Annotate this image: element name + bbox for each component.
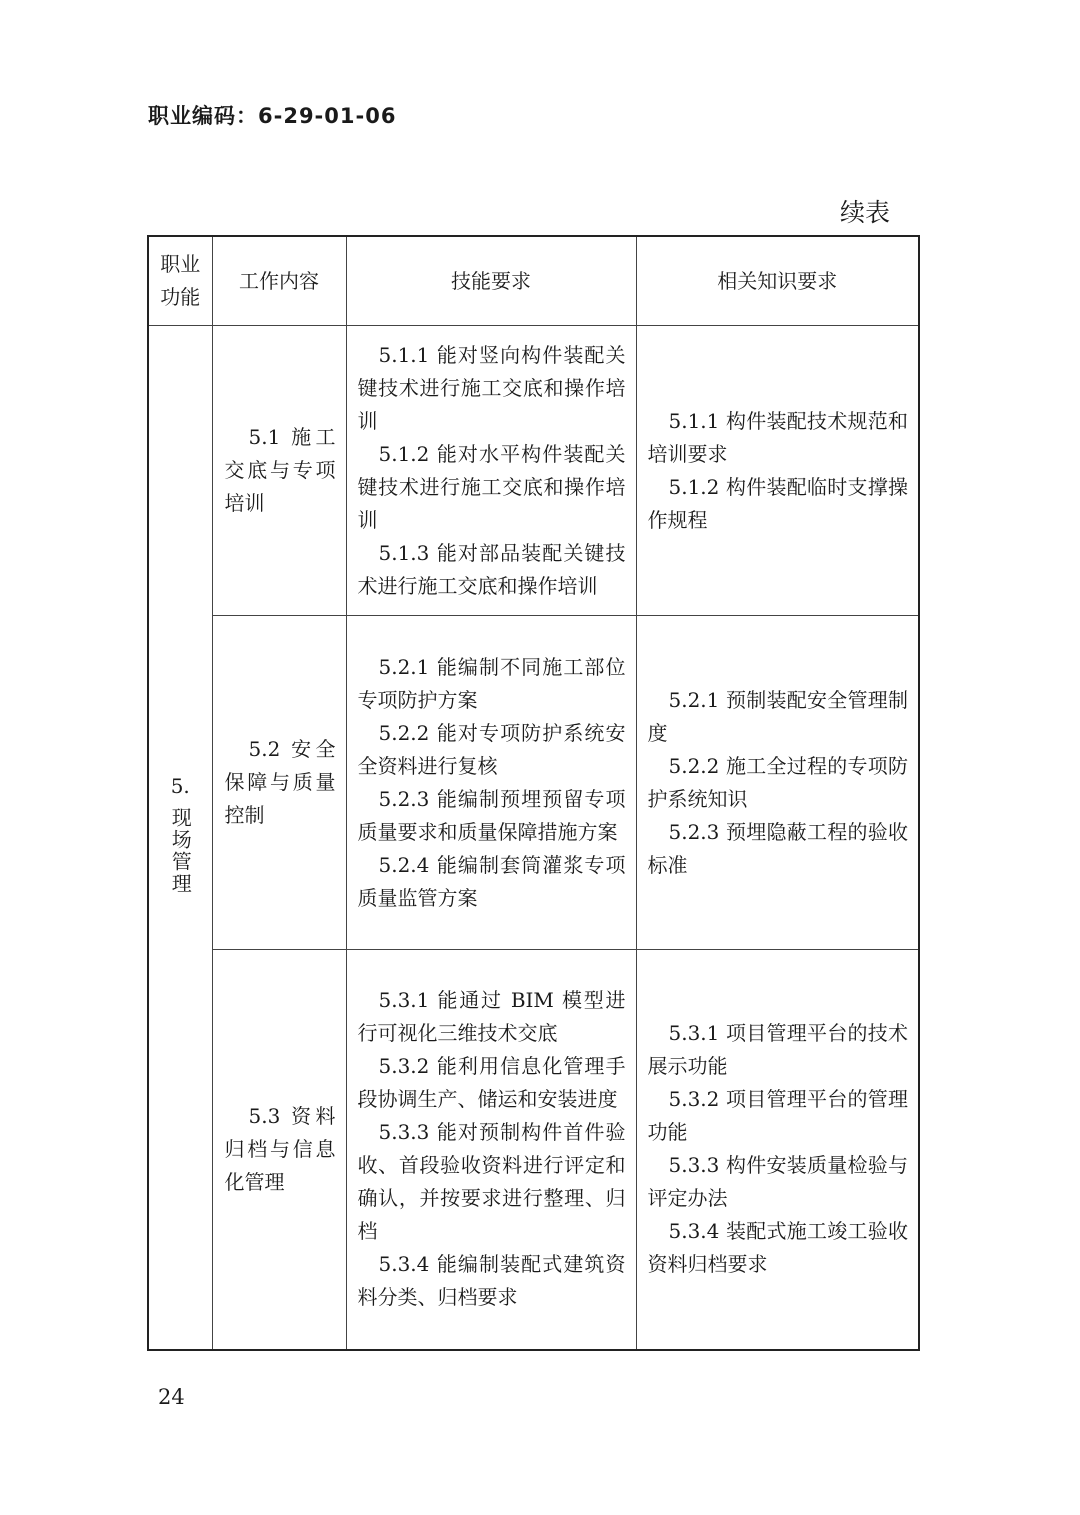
skill-item: 5.2.4 能编制套筒灌浆专项质量监管方案 <box>357 852 626 910</box>
skills-cell <box>346 950 636 1350</box>
table-row <box>148 616 919 950</box>
work-content-cell <box>212 616 346 950</box>
header-skills: 技能要求 <box>346 236 636 326</box>
knowledge-item: 5.1.2 构件装配临时支撑操作规程 <box>647 474 908 532</box>
skills-cell <box>346 326 636 616</box>
table-row <box>148 326 919 616</box>
knowledge-item: 5.2.3 预埋隐蔽工程的验收标准 <box>647 819 908 877</box>
skill-item: 5.1.2 能对水平构件装配关键技术进行施工交底和操作培训 <box>357 441 626 532</box>
knowledge-item: 5.2.1 预制装配安全管理制度 <box>647 687 908 745</box>
skill-item: 5.3.4 能编制装配式建筑资料分类、归档要求 <box>357 1252 626 1310</box>
header-content: 工作内容 <box>212 236 346 326</box>
work-content-cell <box>212 950 346 1350</box>
skills-table <box>147 235 920 1351</box>
knowledge-item: 5.3.3 构件安装质量检验与评定办法 <box>647 1153 908 1211</box>
header-function <box>148 236 212 326</box>
skill-item: 5.3.2 能利用信息化管理手段协调生产、储运和安装进度 <box>357 1054 626 1112</box>
knowledge-item: 5.3.1 项目管理平台的技术展示功能 <box>647 1021 908 1079</box>
knowledge-cell <box>636 616 919 950</box>
function-name: 现场管理 <box>168 806 193 895</box>
skill-item: 5.3.1 能通过 BIM 模型进行可视化三维技术交底 <box>357 988 626 1046</box>
knowledge-cell <box>636 950 919 1350</box>
skill-item: 5.2.1 能编制不同施工部位专项防护方案 <box>357 654 626 712</box>
skill-item: 5.1.1 能对竖向构件装配关键技术进行施工交底和操作培训 <box>357 342 626 433</box>
table-header-row <box>148 236 919 326</box>
knowledge-item: 5.3.2 项目管理平台的管理功能 <box>647 1087 908 1145</box>
skill-item: 5.2.3 能编制预埋预留专项质量要求和质量保障措施方案 <box>357 786 626 844</box>
knowledge-item: 5.2.2 施工全过程的专项防护系统知识 <box>647 753 908 811</box>
header-function-label: 职业功能 <box>160 252 201 309</box>
occupation-code: 职业编码：6-29-01-06 <box>148 104 397 128</box>
table-row <box>148 950 919 1350</box>
continued-label: 续表 <box>839 198 890 227</box>
work-content: 5.2 安全保障与质量控制 <box>224 737 336 827</box>
knowledge-item: 5.3.4 装配式施工竣工验收资料归档要求 <box>647 1219 908 1277</box>
work-content-cell <box>212 326 346 616</box>
work-content: 5.1 施工交底与专项培训 <box>224 425 336 515</box>
work-content: 5.3 资料归档与信息化管理 <box>224 1103 336 1194</box>
skill-item: 5.2.2 能对专项防护系统安全资料进行复核 <box>357 720 626 778</box>
function-number: 5. <box>170 773 190 798</box>
skill-item: 5.1.3 能对部品装配关键技术进行施工交底和操作培训 <box>357 540 626 598</box>
header-knowledge: 相关知识要求 <box>636 236 919 326</box>
skill-item: 5.3.3 能对预制构件首件验收、首段验收资料进行评定和确认，并按要求进行整理、归档 <box>357 1120 626 1244</box>
function-cell <box>148 326 212 1350</box>
knowledge-item: 5.1.1 构件装配技术规范和培训要求 <box>647 408 908 466</box>
skills-cell <box>346 616 636 950</box>
page-number: 24 <box>158 1385 185 1409</box>
knowledge-cell <box>636 326 919 616</box>
